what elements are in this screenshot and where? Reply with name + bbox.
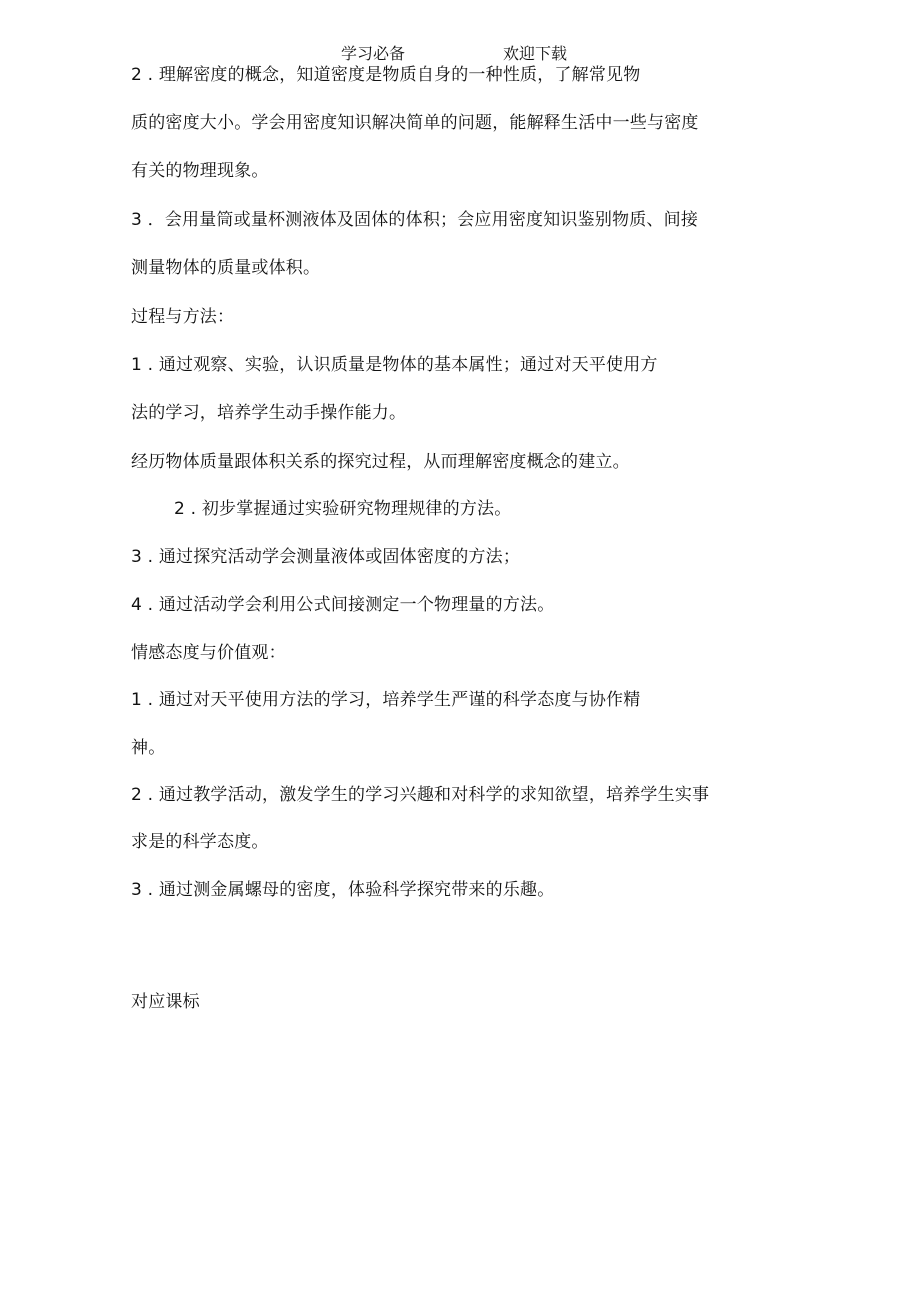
header-right-text: 欢迎下载 [503, 44, 568, 63]
text-line: 经历物体质量跟体积关系的探究过程，从而理解密度概念的建立。 [131, 452, 630, 472]
section-heading: 情感态度与价值观： [131, 643, 286, 663]
text-line: 神。 [131, 738, 166, 758]
header-left-text: 学习必备 [341, 44, 406, 63]
text-line: 1 . 通过观察、实验，认识质量是物体的基本属性；通过对天平使用方 [131, 355, 658, 375]
text-line: 2 . 通过教学活动，激发学生的学习兴趣和对科学的求知欲望，培养学生实事 [131, 785, 710, 805]
section-heading: 对应课标 [131, 992, 200, 1012]
text-line: 2 . 理解密度的概念，知道密度是物质自身的一种性质，了解常见物 [131, 65, 641, 85]
text-line: 有关的物理现象。 [131, 161, 269, 181]
text-line: 2 . 初步掌握通过实验研究物理规律的方法。 [174, 499, 512, 519]
text-line: 法的学习，培养学生动手操作能力。 [131, 403, 407, 423]
text-line: 3 . 通过测金属螺母的密度，体验科学探究带来的乐趣。 [131, 880, 555, 900]
text-line: 测量物体的质量或体积。 [131, 258, 321, 278]
section-heading: 过程与方法： [131, 307, 235, 327]
text-line: 3 ．会用量筒或量杯测液体及固体的体积；会应用密度知识鉴别物质、间接 [131, 210, 699, 230]
text-line: 求是的科学态度。 [131, 832, 269, 852]
text-line: 质的密度大小。学会用密度知识解决简单的问题，能解释生活中一些与密度 [131, 113, 699, 133]
text-line: 3 . 通过探究活动学会测量液体或固体密度的方法； [131, 547, 521, 567]
text-line: 1 . 通过对天平使用方法的学习，培养学生严谨的科学态度与协作精 [131, 690, 641, 710]
text-line: 4 . 通过活动学会利用公式间接测定一个物理量的方法。 [131, 595, 555, 615]
